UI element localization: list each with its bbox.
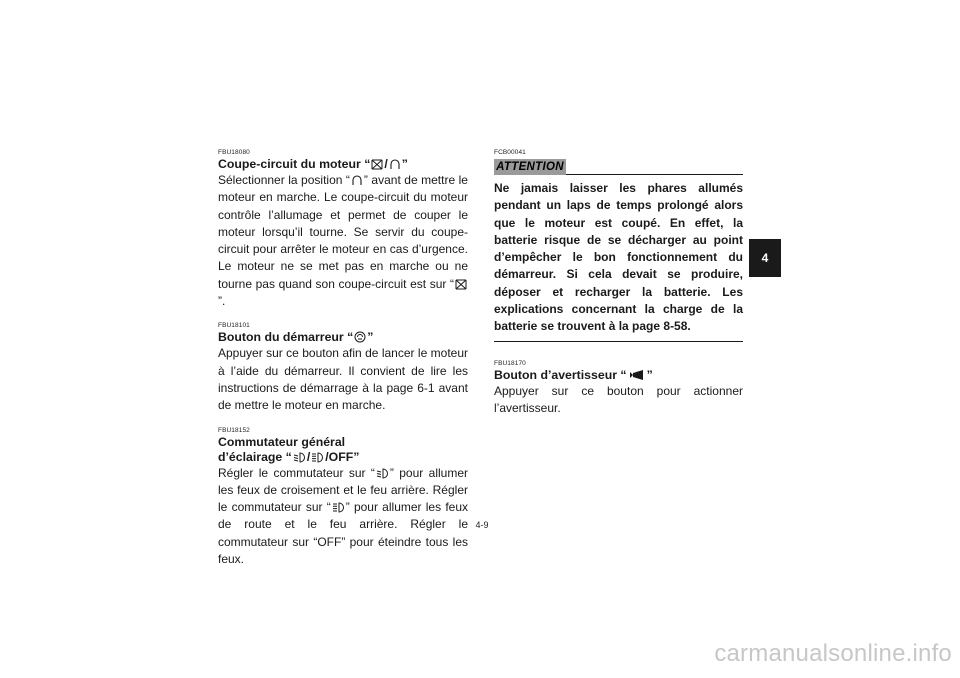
engine-run-arc-icon: [389, 159, 401, 170]
heading-text: Bouton d’avertisseur “: [494, 367, 627, 382]
section-code: FBU18080: [218, 149, 250, 156]
heading-text: ”: [367, 330, 374, 345]
left-column: [218, 149, 468, 580]
attention-header: [494, 159, 743, 175]
lights-body: [218, 465, 468, 569]
engine-stop-x-icon: [455, 279, 467, 290]
lights-heading-line1: Commutateur général: [218, 434, 346, 449]
attention-badge: ATTENTION: [494, 159, 566, 175]
high-beam-icon: [311, 452, 324, 463]
high-beam-icon: [332, 502, 345, 513]
horn-body: Appuyer sur ce bouton pour actionner l’avertisseur.: [494, 383, 743, 415]
chapter-tab: 4: [749, 239, 781, 277]
section-code: FCB00041: [494, 149, 526, 156]
low-beam-icon: [293, 452, 306, 463]
section-code: FBU18170: [494, 359, 526, 367]
body-text: Régler le commutateur sur “: [218, 465, 375, 480]
attention-box: [494, 149, 743, 342]
divider: [494, 341, 743, 342]
heading-text: Coupe-circuit du moteur “: [218, 157, 371, 171]
heading-text: /OFF”: [325, 449, 360, 464]
section-code: FBU18101: [218, 322, 250, 330]
kill-switch-section: [218, 149, 468, 310]
starter-body: Appuyer sur ce bouton afin de lancer le moteur à l’aide du démarreur. Il convient de lire les instructions de démarrage à la page 6-1 avant de mettre le moteur en marche.: [218, 346, 468, 413]
lights-section: [218, 427, 468, 569]
engine-run-arc-icon: [351, 175, 363, 186]
engine-stop-x-icon: [371, 159, 383, 170]
right-column: [494, 149, 743, 429]
heading-text: ”: [646, 367, 653, 382]
low-beam-icon: [376, 468, 389, 479]
kill-switch-body: [218, 172, 468, 310]
divider: [566, 174, 743, 175]
body-text: ” pour allumer les feux de croisement et le feu arrière. Régler le commutateur sur “: [218, 465, 469, 515]
heading-sep: /: [384, 157, 388, 171]
horn-section: [494, 360, 743, 418]
heading-sep: /: [306, 449, 311, 464]
page-number: 4-9: [475, 520, 489, 530]
heading-text: Bouton du démarreur “: [218, 330, 354, 345]
section-code: FBU18152: [218, 426, 250, 434]
body-text: ” pour allumer les feux de route et le feu arrière. Régler le commutateur sur “OFF” pour éteindre tous les feux.: [218, 500, 468, 567]
horn-heading: [494, 368, 743, 382]
starter-section: [218, 322, 468, 414]
starter-heading: [218, 330, 468, 344]
kill-switch-heading: [218, 157, 468, 171]
starter-icon: [354, 331, 366, 343]
heading-text: d’éclairage “: [218, 449, 292, 464]
lights-heading-line2: [218, 450, 468, 464]
attention-text: Ne jamais laisser les phares allumés pendant un laps de temps prolongé alors que le moteur est coupé. En effet, la batterie risque de se décharger au point d’empêcher le bon fonctionnement du démarreur. Si cela devait se produire, déposer et recharger la batterie. Les explications concernant la charge de la batterie se trouvent à la page 8-58.: [494, 181, 743, 334]
heading-text: ”: [401, 157, 408, 171]
body-text: Sélectionner la position “: [218, 173, 350, 187]
watermark: carmanualsonline.info: [714, 640, 952, 667]
body-text: ”.: [218, 294, 226, 309]
horn-icon: [628, 369, 646, 381]
body-text: ” avant de mettre le moteur en marche. Le coupe-circuit du moteur contrôle l’allumage et permet de couper le moteur lorsqu’il tourne. Se servir du coupe-circuit pour arrêter le moteur en cas d’urgence. Le moteur ne se met pas en marche ou ne tourne pas quand son coupe-circuit est sur “: [218, 173, 468, 291]
